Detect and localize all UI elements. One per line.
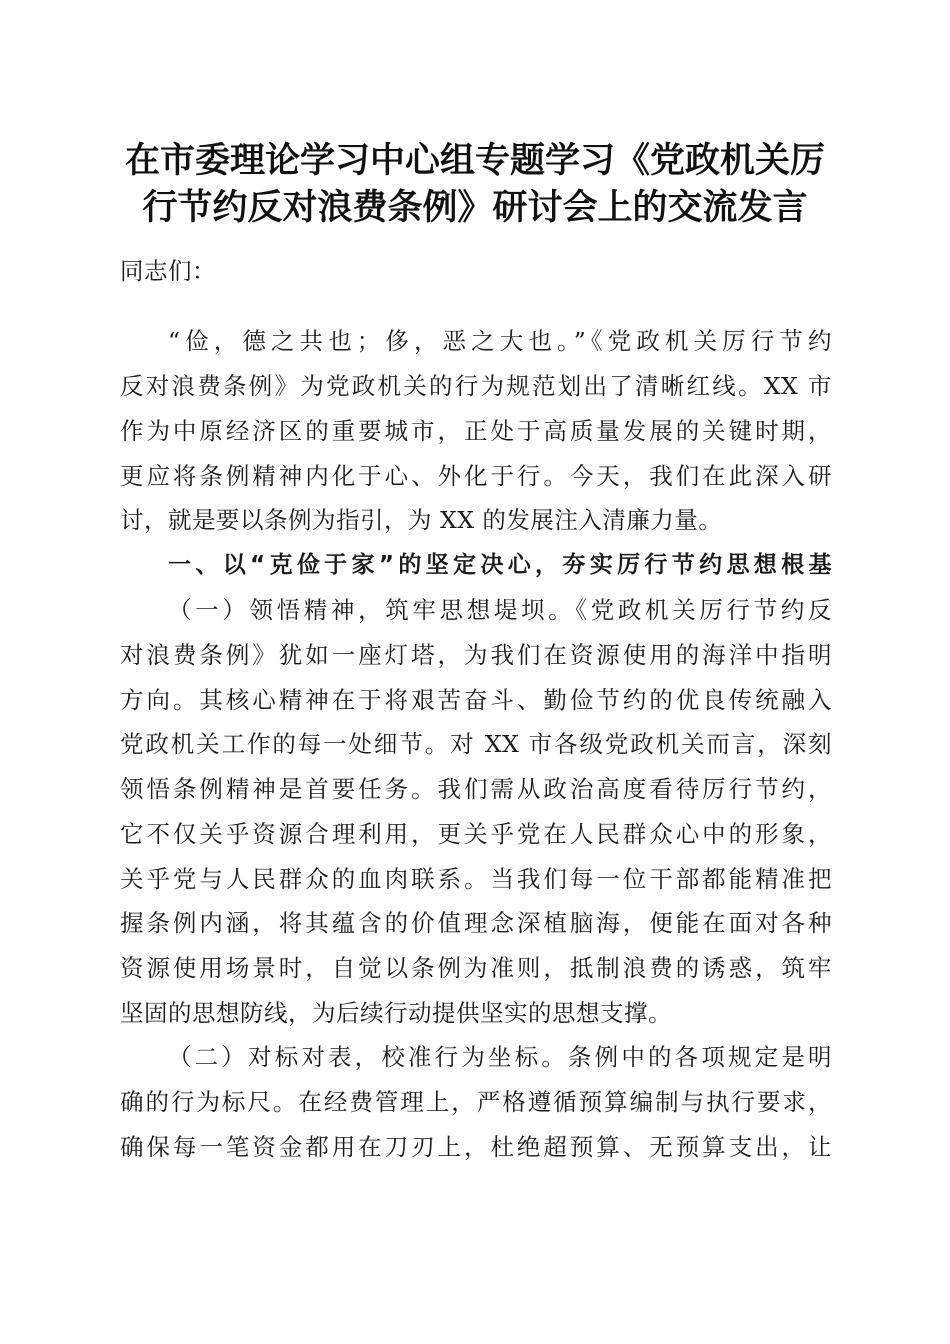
subsection-1-line: 它不仅关乎资源合理利用，更关乎党在人民群众心中的形象， [120, 820, 832, 848]
subsection-1-line: （一）领悟精神，筑牢思想堤坝。《党政机关厉行节约反 [168, 596, 832, 624]
intro-paragraph-line: 讨，就是要以条例为指引，为 XX 的发展注入清廉力量。 [120, 506, 723, 534]
section-heading: 一、以“克俭于家”的坚定决心，夯实厉行节约思想根基 [168, 552, 832, 578]
subsection-1-line: 方向。其核心精神在于将艰苦奋斗、勤俭节约的优良传统融入 [120, 686, 832, 714]
subsection-1-line: 领悟条例精神是首要任务。我们需从政治高度看待厉行节约， [120, 775, 832, 803]
subsection-2-line: （二）对标对表，校准行为坐标。条例中的各项规定是明 [168, 1043, 832, 1071]
intro-paragraph-line: 更应将条例精神内化于心、外化于行。今天，我们在此深入研 [120, 462, 832, 490]
subsection-2-line: 确的行为标尺。在经费管理上，严格遵循预算编制与执行要求， [120, 1088, 832, 1116]
document-title-line-1: 在市委理论学习中心组专题学习《党政机关厉 [124, 140, 825, 181]
subsection-1-line: 关乎党与人民群众的血肉联系。当我们每一位干部都能精准把 [120, 865, 832, 893]
subsection-1-line: 党政机关工作的每一处细节。对 XX 市各级党政机关而言，深刻 [120, 730, 832, 758]
subsection-1-line: 对浪费条例》犹如一座灯塔，为我们在资源使用的海洋中指明 [120, 641, 832, 669]
intro-paragraph-line: 反对浪费条例》为党政机关的行为规范划出了清晰红线。XX 市 [120, 372, 832, 400]
subsection-1-line: 握条例内涵，将其蕴含的价值理念深植脑海，便能在面对各种 [120, 909, 832, 937]
subsection-1-line: 资源使用场景时，自觉以条例为准则，抵制浪费的诱惑，筑牢 [120, 954, 832, 982]
intro-paragraph-line: “俭，德之共也；侈，恶之大也。”《党政机关厉行节约 [168, 327, 832, 355]
subsection-1-line: 坚固的思想防线，为后续行动提供坚实的思想支撑。 [120, 999, 672, 1027]
subsection-2-line: 确保每一笔资金都用在刀刃上，杜绝超预算、无预算支出，让 [120, 1133, 832, 1161]
salutation: 同志们： [120, 257, 216, 285]
intro-paragraph-line: 作为中原经济区的重要城市，正处于高质量发展的关键时期， [120, 417, 832, 445]
document-title-line-2: 行节约反对浪费条例》研讨会上的交流发言 [142, 187, 808, 228]
